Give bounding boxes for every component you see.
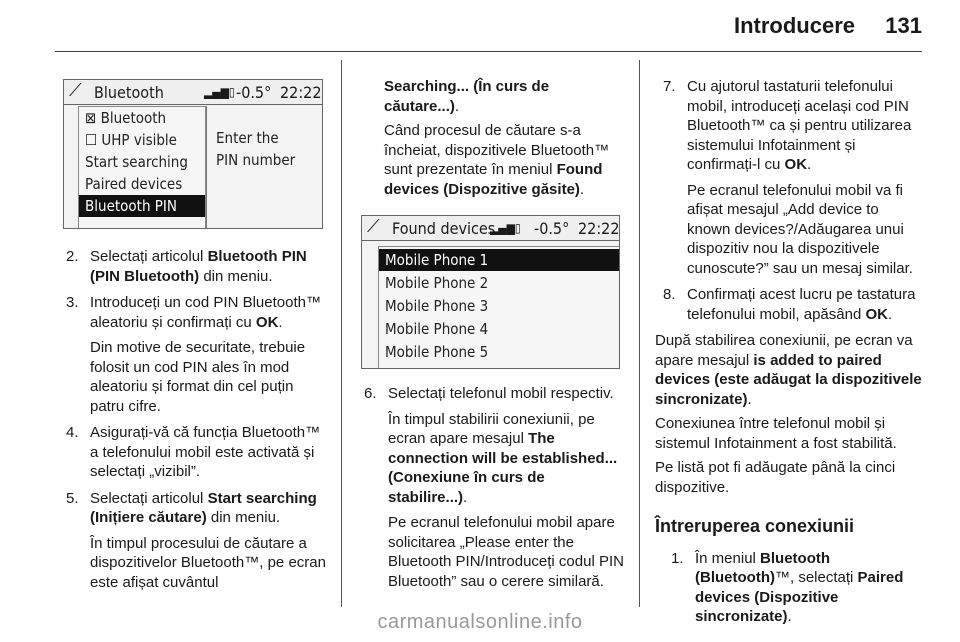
screen-title: Bluetooth [94,83,164,102]
menu-term: Bluetooth (Bluetooth) [695,549,831,586]
device-item[interactable]: Mobile Phone 2 [385,274,489,292]
body-text: Conexiunea între telefonul mobil și sistemul Infotainment a fost stabilită. [655,415,897,452]
device-list [378,246,620,369]
menu-item-paired-devices[interactable]: Paired devices [85,175,183,193]
watermark: carmanualsonline.info [377,611,583,633]
screen-status-bar [64,80,322,105]
key-term: OK [784,156,808,173]
section-heading: Întreruperea conexiunii [655,516,855,536]
step-text: ™, selectați [774,569,858,586]
screen-status-bar [362,216,619,241]
step-number: 5. [66,489,79,507]
step-note: Pe ecranul telefonului mobil va fi afișat mesajul „Add device to known devices?/Adăugarea unui dispozitiv nou la dispozitivele cunoscute?” sau un mesaj similar. [687,181,913,277]
step-text: din meniu. [206,509,281,526]
device-item[interactable]: Mobile Phone 3 [385,297,489,315]
step-text: În timpul stabilirii conexiunii, pe ecran apare mesajul [388,410,595,447]
step-number: 1. [671,549,684,567]
step-text: În meniul [695,549,761,567]
step-2 [66,247,328,286]
step-text: Asigurați-vă că funcția Bluetooth™ a telefonului mobil este activată și selectați „vizibil”. [90,424,321,480]
phone-icon: ⟋ [367,216,380,237]
screen-time: 22:22 [578,219,620,238]
step-number: 3. [66,294,79,311]
message-term: Searching... (În curs de căutare...) [384,78,550,115]
step-3 [66,293,328,416]
step-text: . [787,608,792,625]
step-text: Selectați articolul [90,248,208,265]
step-number: 8. [663,286,676,303]
step-text: . [463,488,468,506]
screen-temp: -0.5° [534,219,570,238]
body-text: Pe listă pot fi adăugate până la cinci dispozitive. [655,459,896,496]
column-divider [341,60,342,607]
section-title: Introducere [733,13,855,38]
step-number: 7. [663,78,676,95]
step-number: 2. [66,248,79,265]
menu-term: Found devices (Dispozitive găsite) [384,161,603,198]
phone-icon: ⟋ [69,80,82,101]
body-text: . [747,390,752,408]
column-middle-top [384,77,624,204]
menu-item-bluetooth-pin[interactable]: Bluetooth PIN [79,195,205,217]
menu-term: Bluetooth PIN (PIN Bluetooth) [90,248,307,285]
step-number: 4. [66,424,79,441]
step-6 [364,384,626,591]
step-text: Cu ajutorul tastaturii telefonului mobil, introduceți același cod PIN Bluetooth™ ca și pentru utilizarea sistemului Infotainment și confirmați-l cu [687,78,912,173]
step-text: Selectați telefonul mobil respectiv. [388,385,614,402]
device-item[interactable]: Mobile Phone 5 [385,343,489,361]
menu-item-start-searching[interactable]: Start searching [85,153,188,171]
body-text: . [579,180,585,198]
column-right [655,77,925,634]
step-note: Pe ecranul telefonului mobil apare solicitarea „Please enter the Bluetooth PIN/Introduceți codul PIN Bluetooth” sau o cerere similară. [388,514,624,590]
menu-panel [78,106,206,229]
column-middle-bottom [364,384,626,598]
step-4 [66,423,328,482]
device-item[interactable]: Mobile Phone 4 [385,320,489,338]
found-devices-screen [361,215,620,369]
screen-divider [206,106,207,228]
column-left [66,247,328,599]
column-divider [639,60,640,607]
step-8 [663,285,925,324]
step-text: Introduceți un cod PIN Bluetooth™ aleatoriu și confirmați cu [90,294,321,331]
step-number: 6. [364,385,377,402]
pin-hint [216,127,295,171]
signal-icon: ▂▄▆▯ [490,221,521,235]
menu-term: Paired devices (Dispozitive sincronizate) [695,569,904,625]
pin-hint-line: PIN number [216,151,296,169]
key-term: OK [865,305,888,323]
bluetooth-menu-screen [63,79,323,229]
step-text: Selectați articolul [90,489,208,507]
step-text: . [887,305,893,323]
step-5 [66,489,328,593]
step-text: . [807,156,812,173]
body-text: Când procesul de căutare s-a încheiat, dispozitivele Bluetooth™ sunt prezentate în meniul [384,122,610,178]
menu-term: Start searching (Inițiere căutare) [90,489,317,526]
step-text: Confirmați acest lucru pe tastatura telefonului mobil, apăsând [687,286,916,323]
pin-hint-line: Enter the [216,129,279,147]
step-note: În timpul procesului de căutare a dispozitivelor Bluetooth™, pe ecran este afișat cuvântul [90,534,326,591]
device-item[interactable]: Mobile Phone 1 [379,249,619,271]
body-text: . [454,97,460,115]
body-text: După stabilirea conexiunii, pe ecran va apare mesajul [655,332,913,369]
step-note: Din motive de securitate, trebuie folosit un cod PIN ales în mod aleatoriu și format din cel puțin patru cifre. [90,339,306,415]
menu-item-bluetooth[interactable]: ⊠ Bluetooth [85,109,167,127]
menu-item-uhp-visible[interactable]: ☐ UHP visible [85,131,177,149]
message-term: The connection will be established... (Conexiune în curs de stabilire...) [388,430,618,506]
step-text: . [278,313,283,331]
step-7 [663,77,925,278]
screen-time: 22:22 [280,83,322,102]
header-rule [55,51,922,52]
key-term: OK [255,313,279,331]
signal-icon: ▂▄▆▯ [204,85,235,99]
screen-title: Found devices [392,219,496,238]
page-number: 131 [885,13,922,38]
step-text: din meniu. [199,267,273,285]
message-term: is added to paired devices (este adăugat la dispozitivele sincronizate) [655,351,922,408]
screen-temp: -0.5° [236,83,272,102]
